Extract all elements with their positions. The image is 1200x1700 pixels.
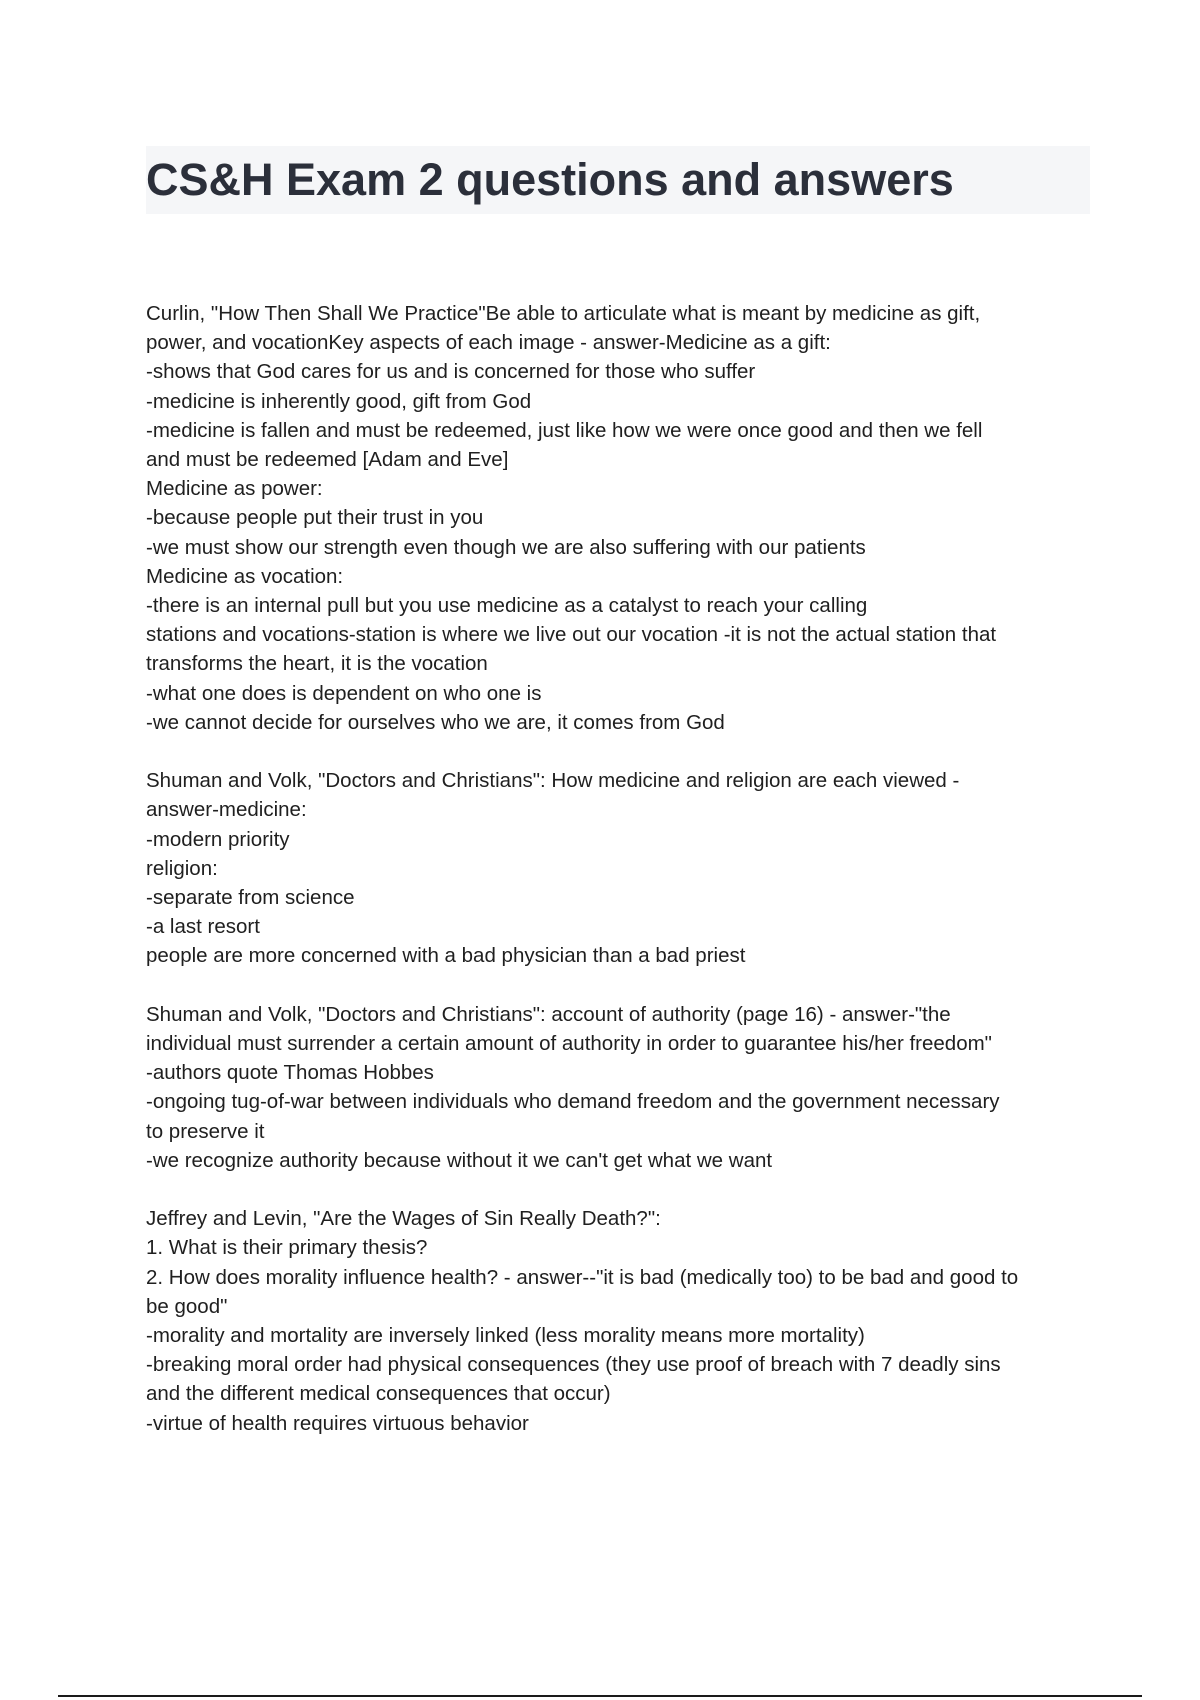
text-line: -modern priority: [146, 827, 290, 851]
text-line: Shuman and Volk, "Doctors and Christians": account of authority (page 16) - answer-"the: [146, 1002, 951, 1026]
document-body: [146, 299, 1106, 1467]
text-line: -breaking moral order had physical consequences (they use proof of breach with 7 deadly sins: [146, 1353, 1001, 1377]
qa-section-curlin: [146, 299, 1106, 737]
text-line: Medicine as vocation:: [146, 564, 344, 588]
qa-section-shuman-volk-authority: [146, 1000, 1106, 1175]
text-line: Jeffrey and Levin, "Are the Wages of Sin Really Death?":: [146, 1207, 661, 1231]
text-line: -there is an internal pull but you use medicine as a catalyst to reach your calling: [146, 594, 868, 618]
footer-divider: [58, 1695, 1142, 1697]
text-line: Medicine as power:: [146, 477, 323, 501]
text-line: -morality and mortality are inversely linked (less morality means more mortality): [146, 1324, 865, 1348]
text-line: -a last resort: [146, 915, 260, 939]
text-line: transforms the heart, it is the vocation: [146, 652, 488, 676]
text-line: -shows that God cares for us and is concerned for those who suffer: [146, 360, 756, 384]
text-line: -authors quote Thomas Hobbes: [146, 1061, 434, 1085]
text-line: and the different medical consequences that occur): [146, 1382, 611, 1406]
text-line: -because people put their trust in you: [146, 506, 484, 530]
text-line: individual must surrender a certain amount of authority in order to guarantee his/her freedom": [146, 1032, 992, 1056]
text-line: -we must show our strength even though we are also suffering with our patients: [146, 535, 866, 559]
text-line: -ongoing tug-of-war between individuals who demand freedom and the government necessary: [146, 1090, 1000, 1114]
text-line: Curlin, "How Then Shall We Practice"Be able to articulate what is meant by medicine as gift,: [146, 302, 981, 325]
text-line: -we recognize authority because without it we can't get what we want: [146, 1148, 773, 1172]
text-line: to preserve it: [146, 1119, 265, 1143]
qa-section-jeffrey-levin: [146, 1204, 1106, 1438]
text-line: -medicine is inherently good, gift from God: [146, 389, 532, 413]
text-line: stations and vocations-station is where we live out our vocation -it is not the actual station that: [146, 623, 997, 647]
text-line: -we cannot decide for ourselves who we are, it comes from God: [146, 710, 725, 734]
text-line: religion:: [146, 856, 218, 880]
text-line: people are more concerned with a bad physician than a bad priest: [146, 944, 746, 968]
text-line: power, and vocationKey aspects of each image - answer-Medicine as a gift:: [146, 331, 831, 355]
text-line: -separate from science: [146, 886, 355, 910]
page-title: CS&H Exam 2 questions and answers: [146, 154, 954, 205]
text-line: 2. How does morality influence health? - answer--"it is bad (medically too) to be bad and good to: [146, 1265, 1019, 1289]
text-line: -virtue of health requires virtuous behavior: [146, 1411, 529, 1435]
text-line: and must be redeemed [Adam and Eve]: [146, 448, 509, 472]
text-line: -what one does is dependent on who one is: [146, 681, 542, 705]
text-line: -medicine is fallen and must be redeemed, just like how we were once good and then we fell: [146, 418, 983, 442]
text-line: answer-medicine:: [146, 798, 307, 822]
text-line: be good": [146, 1294, 228, 1318]
qa-section-shuman-volk-views: [146, 766, 1106, 970]
text-line: Shuman and Volk, "Doctors and Christians": How medicine and religion are each viewed -: [146, 769, 960, 793]
text-line: 1. What is their primary thesis?: [146, 1236, 428, 1260]
